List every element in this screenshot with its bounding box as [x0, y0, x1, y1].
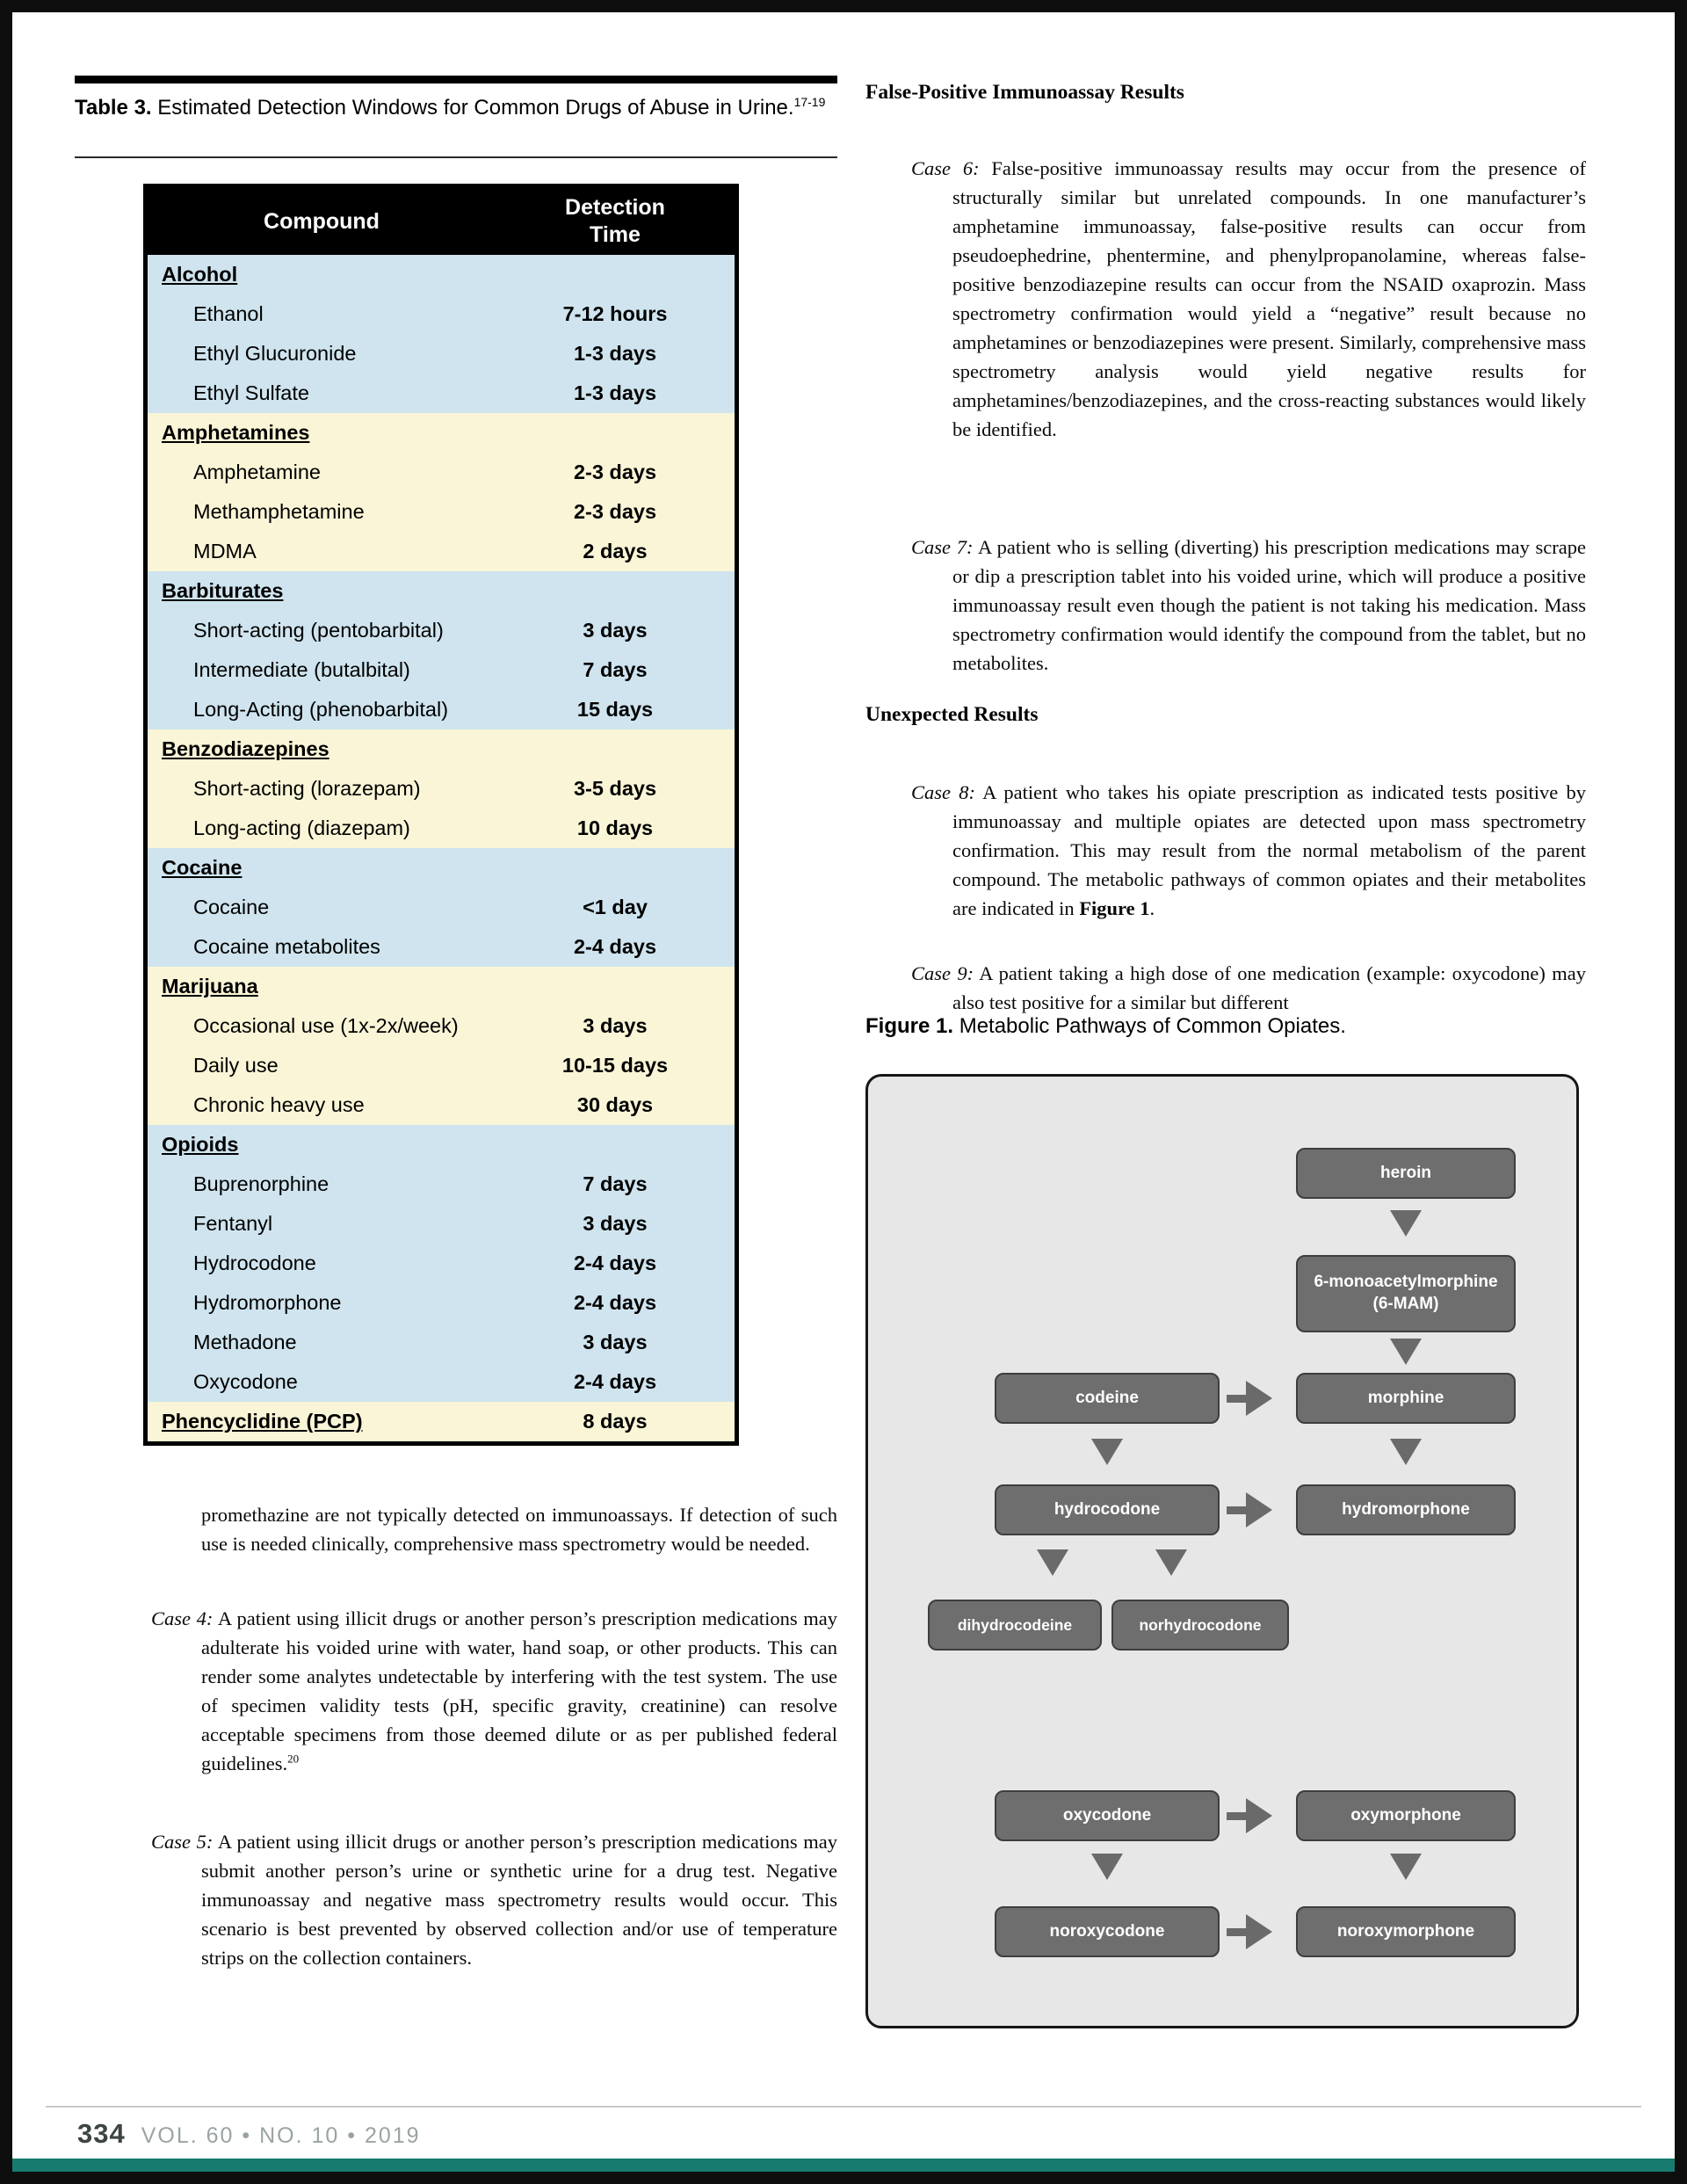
compound-category-cell: Amphetamines [162, 421, 310, 444]
detection-time-cell: 30 days [576, 1093, 654, 1116]
figure-1-panel [865, 1074, 1579, 2028]
compound-cell: Ethanol [193, 302, 264, 325]
detection-time-cell: 2 days [583, 540, 648, 562]
table-caption [75, 95, 837, 120]
caption-top-rule [75, 76, 837, 83]
case7-paragraph [865, 533, 1586, 678]
node-hydromorphone: hydromorphone [1296, 1484, 1516, 1535]
column-header-detection-time-label: Detection Time [565, 194, 665, 247]
detection-time-cell: 3 days [583, 619, 648, 642]
table-row [148, 374, 735, 413]
table-row [148, 809, 735, 848]
detection-time-cell: 2-3 days [573, 461, 657, 483]
compound-cell: Hydrocodone [193, 1252, 316, 1274]
table-row [148, 1165, 735, 1204]
case9-text: A patient taking a high dose of one medication (example: oxycodone) may also test positive for a similar but different [952, 961, 1586, 1013]
case6-label: Case 6: [911, 156, 980, 179]
table-row [148, 1046, 735, 1085]
compound-cell: Oxycodone [193, 1370, 298, 1393]
down-arrow-morphine-to-hydromorphone-icon [1390, 1439, 1422, 1465]
compound-cell: Hydromorphone [193, 1291, 342, 1314]
compound-cell: Daily use [193, 1054, 279, 1077]
right-arrow-noroxycodone-to-noroxymorphone-icon [1227, 1914, 1272, 1949]
page-number: 334 [77, 2118, 126, 2149]
detection-time-cell: 3 days [583, 1331, 648, 1353]
heading-false-positive-results: False-Positive Immunoassay Results [865, 81, 1184, 104]
case5-paragraph [75, 1827, 837, 1972]
figure-caption [865, 1014, 1586, 1039]
compound-cell: Short-acting (lorazepam) [193, 777, 421, 800]
case5-text: A patient using illicit drugs or another person’s prescription medications may submit another person’s urine or synthetic urine for a drug test. Negative immunoassay and negative mass spectrometry results would occur. This scenario is best prevented by observed collection and/or use of temperature strips on the collection containers. [201, 1830, 837, 1969]
table-caption-reference: 17-19 [793, 95, 826, 109]
case9-label: Case 9: [911, 961, 974, 984]
table-row [148, 769, 735, 809]
down-arrow-oxycodone-to-noroxycodone-icon [1091, 1854, 1123, 1880]
compound-cell: Buprenorphine [193, 1172, 329, 1195]
down-arrow-hydrocodone-to-dihydrocodeine-icon [1037, 1549, 1068, 1576]
case6-paragraph [865, 154, 1586, 444]
detection-time-cell: 1-3 days [573, 381, 657, 404]
compound-cell: Amphetamine [193, 461, 321, 483]
detection-time-cell: 3 days [583, 1212, 648, 1235]
right-arrow-oxycodone-to-oxymorphone-icon [1227, 1798, 1272, 1833]
case8-tail: . [1149, 896, 1155, 919]
compound-cell: Intermediate (butalbital) [193, 658, 410, 681]
footer-accent-bar [12, 2159, 1675, 2172]
case8-text: A patient who takes his opiate prescription as indicated tests positive by immunoassay and multiple opiates are detected upon mass spectrometry confirmation. This may result from the normal metabolism of the parent compound. The metabolic pathways of common opiates and their metabolites are indicated in [952, 780, 1586, 919]
column-header-detection-time [496, 188, 735, 255]
detection-time-cell: <1 day [583, 896, 648, 918]
table-row [148, 1085, 735, 1125]
heading-unexpected-results: Unexpected Results [865, 703, 1039, 726]
compound-cell: Fentanyl [193, 1212, 273, 1235]
down-arrow-codeine-to-hydrocodone-icon [1091, 1439, 1123, 1465]
table-body [148, 255, 735, 1441]
detection-time-cell: 2-4 days [573, 1291, 657, 1314]
figure-caption-label: Figure 1. [865, 1014, 954, 1038]
detection-time-cell: 7-12 hours [562, 302, 668, 325]
table-row [148, 611, 735, 650]
right-arrow-codeine-to-morphine-icon [1227, 1381, 1272, 1416]
node-noroxymorphone: noroxymorphone [1296, 1906, 1516, 1957]
node-norhydrocodone: norhydrocodone [1111, 1600, 1289, 1651]
case4-label: Case 4: [151, 1607, 214, 1629]
table-row [148, 334, 735, 374]
case4-reference: 20 [287, 1752, 300, 1765]
table-row [148, 453, 735, 492]
compound-cell: Long-Acting (phenobarbital) [193, 698, 449, 721]
detection-time-cell: 1-3 days [573, 342, 657, 365]
compound-category-cell: Alcohol [162, 263, 238, 286]
table-row [148, 650, 735, 690]
case7-text: A patient who is selling (diverting) his prescription medications may scrape or dip a prescription tablet into his voided urine, which will produce a positive immunoassay result even though the patient is not taking his medication. Mass spectrometry confirmation would identify the compound from the tablet, but no metabolites. [952, 535, 1586, 674]
table-row [148, 492, 735, 532]
compound-category-cell: Barbiturates [162, 579, 284, 602]
node-heroin: heroin [1296, 1148, 1516, 1199]
table-row [148, 1362, 735, 1402]
arrow-head-icon [1246, 1914, 1272, 1949]
detection-time-cell: 2-3 days [573, 500, 657, 523]
table-row [148, 1204, 735, 1244]
detection-time-cell: 8 days [583, 1410, 648, 1433]
node-codeine: codeine [995, 1373, 1220, 1424]
detection-time-cell: 2-4 days [573, 1252, 657, 1274]
table-section-row [148, 413, 735, 453]
compound-cell: Ethyl Glucuronide [193, 342, 357, 365]
case8-label: Case 8: [911, 780, 976, 803]
table-row [148, 690, 735, 729]
case7-label: Case 7: [911, 535, 974, 558]
detection-time-cell: 3-5 days [573, 777, 657, 800]
detection-time-cell: 2-4 days [573, 1370, 657, 1393]
arrow-stem [1227, 1395, 1246, 1403]
compound-cell: MDMA [193, 540, 257, 562]
column-header-compound [148, 188, 496, 255]
case4-text: A patient using illicit drugs or another person’s prescription medications may adulterate his voided urine with water, hand soap, or other products. This can render some analytes undetectable by interfering with the test system. The use of specimen validity tests (pH, specific gravity, creatinine) can resolve acceptable specimens from those deemed dilute or as per published federal guidelines. [201, 1607, 837, 1774]
right-arrow-hydrocodone-to-hydromorphone-icon [1227, 1492, 1272, 1527]
case5-label: Case 5: [151, 1830, 214, 1853]
footer [77, 2118, 421, 2150]
table-row [148, 532, 735, 571]
table-section-row [148, 1125, 735, 1165]
arrow-stem [1227, 1506, 1246, 1514]
table-row [148, 294, 735, 334]
arrow-stem [1227, 1928, 1246, 1936]
footer-rule [46, 2106, 1641, 2108]
table-section-row [148, 255, 735, 294]
compound-cell: Cocaine metabolites [193, 935, 380, 958]
node-noroxycodone: noroxycodone [995, 1906, 1220, 1957]
table-caption-label: Table 3. [75, 96, 152, 120]
detection-time-cell: 7 days [583, 658, 648, 681]
compound-cell: Methadone [193, 1331, 297, 1353]
arrow-head-icon [1246, 1492, 1272, 1527]
down-arrow-heroin-to-6mam-icon [1390, 1210, 1422, 1237]
table-caption-text: Estimated Detection Windows for Common Drugs of Abuse in Urine. [151, 96, 794, 120]
detection-time-cell: 10-15 days [561, 1054, 669, 1077]
compound-cell: Short-acting (pentobarbital) [193, 619, 444, 642]
node-morphine: morphine [1296, 1373, 1516, 1424]
compound-cell: Methamphetamine [193, 500, 365, 523]
compound-category-cell: Cocaine [162, 856, 243, 879]
case8-paragraph [865, 778, 1586, 923]
case6-text: False-positive immunoassay results may occur from the presence of structurally similar but unrelated compounds. In one manufacturer’s amphetamine immunoassay, false-positive results can occur from pseudoephedrine, phentermine, and phenylpropanolamine, whereas false-positive benzodiazepine results can occur from the NSAID oxaprozin. Mass spectrometry confirmation would yield a “negative” result because no amphetamines or benzodiazepines were present. Similarly, comprehensive mass spectrometry analysis would yield negative results for amphetamines/benzodiazepines, and the cross-reacting substances would likely be identified. [952, 156, 1586, 440]
detection-time-cell: 2-4 days [573, 935, 657, 958]
table-row [148, 1244, 735, 1283]
compound-category-cell: Phencyclidine (PCP) [162, 1410, 363, 1433]
down-arrow-oxymorphone-to-noroxymorphone-icon [1390, 1854, 1422, 1880]
case3-continuation-paragraph: promethazine are not typically detected on immunoassays. If detection of such use is needed clinically, comprehensive mass spectrometry would be needed. [201, 1503, 837, 1555]
case9-paragraph [865, 959, 1586, 1017]
arrow-head-icon [1246, 1798, 1272, 1833]
table-row [148, 1006, 735, 1046]
issue-info: VOL. 60 • NO. 10 • 2019 [141, 2123, 421, 2148]
table-section-row [148, 571, 735, 611]
detection-time-cell: 15 days [576, 698, 654, 721]
caption-bottom-rule [75, 156, 837, 158]
case4-paragraph [75, 1604, 837, 1778]
detection-time-cell: 10 days [576, 816, 654, 839]
case8-figure-reference: Figure 1 [1079, 896, 1150, 919]
node-6-monoacetylmorphine: 6-monoacetylmorphine (6-MAM) [1296, 1255, 1516, 1332]
arrow-head-icon [1246, 1381, 1272, 1416]
detection-windows-table [143, 184, 739, 1446]
table-section-row [148, 1402, 735, 1441]
compound-category-cell: Benzodiazepines [162, 737, 329, 760]
compound-cell: Occasional use (1x-2x/week) [193, 1014, 459, 1037]
node-dihydrocodeine: dihydrocodeine [928, 1600, 1102, 1651]
table-row [148, 1323, 735, 1362]
table-row [148, 1283, 735, 1323]
compound-cell: Ethyl Sulfate [193, 381, 309, 404]
node-hydrocodone: hydrocodone [995, 1484, 1220, 1535]
down-arrow-hydrocodone-to-norhydrocodone-icon [1155, 1549, 1187, 1576]
compound-category-cell: Opioids [162, 1133, 239, 1156]
arrow-stem [1227, 1812, 1246, 1820]
figure-caption-text: Metabolic Pathways of Common Opiates. [953, 1014, 1346, 1038]
detection-time-cell: 3 days [583, 1014, 648, 1037]
compound-category-cell: Marijuana [162, 975, 258, 998]
table-section-row [148, 967, 735, 1006]
table-header-row [148, 188, 735, 255]
detection-time-cell: 7 days [583, 1172, 648, 1195]
compound-cell: Long-acting (diazepam) [193, 816, 410, 839]
node-oxymorphone: oxymorphone [1296, 1790, 1516, 1841]
table-section-row [148, 729, 735, 769]
table-section-row [148, 848, 735, 888]
compound-cell: Chronic heavy use [193, 1093, 365, 1116]
table-row [148, 927, 735, 967]
column-header-compound-label: Compound [264, 208, 380, 234]
node-oxycodone: oxycodone [995, 1790, 1220, 1841]
table-row [148, 888, 735, 927]
down-arrow-6mam-to-morphine-icon [1390, 1339, 1422, 1365]
compound-cell: Cocaine [193, 896, 270, 918]
